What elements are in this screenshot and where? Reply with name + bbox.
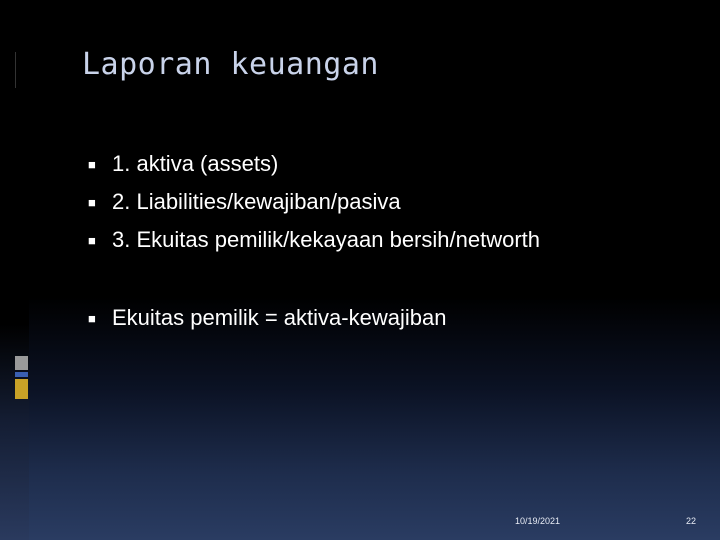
bullet-item: [88, 299, 540, 337]
footer-date: 10/19/2021: [515, 516, 561, 526]
bullet-item: [88, 145, 540, 183]
bullet-text: 2. Liabilities/kewajiban/pasiva: [112, 189, 401, 214]
bullet-item: [88, 183, 540, 221]
bullet-list: [88, 145, 540, 337]
accent-mark-gray: [15, 356, 28, 370]
square-bullet-icon: ■: [88, 194, 96, 210]
accent-mark-gold: [15, 379, 28, 399]
bullet-text: 3. Ekuitas pemilik/kekayaan bersih/networth: [112, 227, 540, 252]
bullet-item: [88, 221, 540, 259]
footer-page-number: 22: [686, 516, 697, 526]
title-accent-bar: [15, 52, 29, 88]
accent-mark-blue: [15, 372, 28, 377]
square-bullet-icon: ■: [88, 232, 96, 248]
square-bullet-icon: ■: [88, 156, 96, 172]
bullet-text: Ekuitas pemilik = aktiva-kewajiban: [112, 305, 447, 330]
square-bullet-icon: ■: [88, 310, 96, 326]
slide-title: Laporan keuangan: [82, 47, 379, 82]
bullet-text: 1. aktiva (assets): [112, 151, 279, 176]
